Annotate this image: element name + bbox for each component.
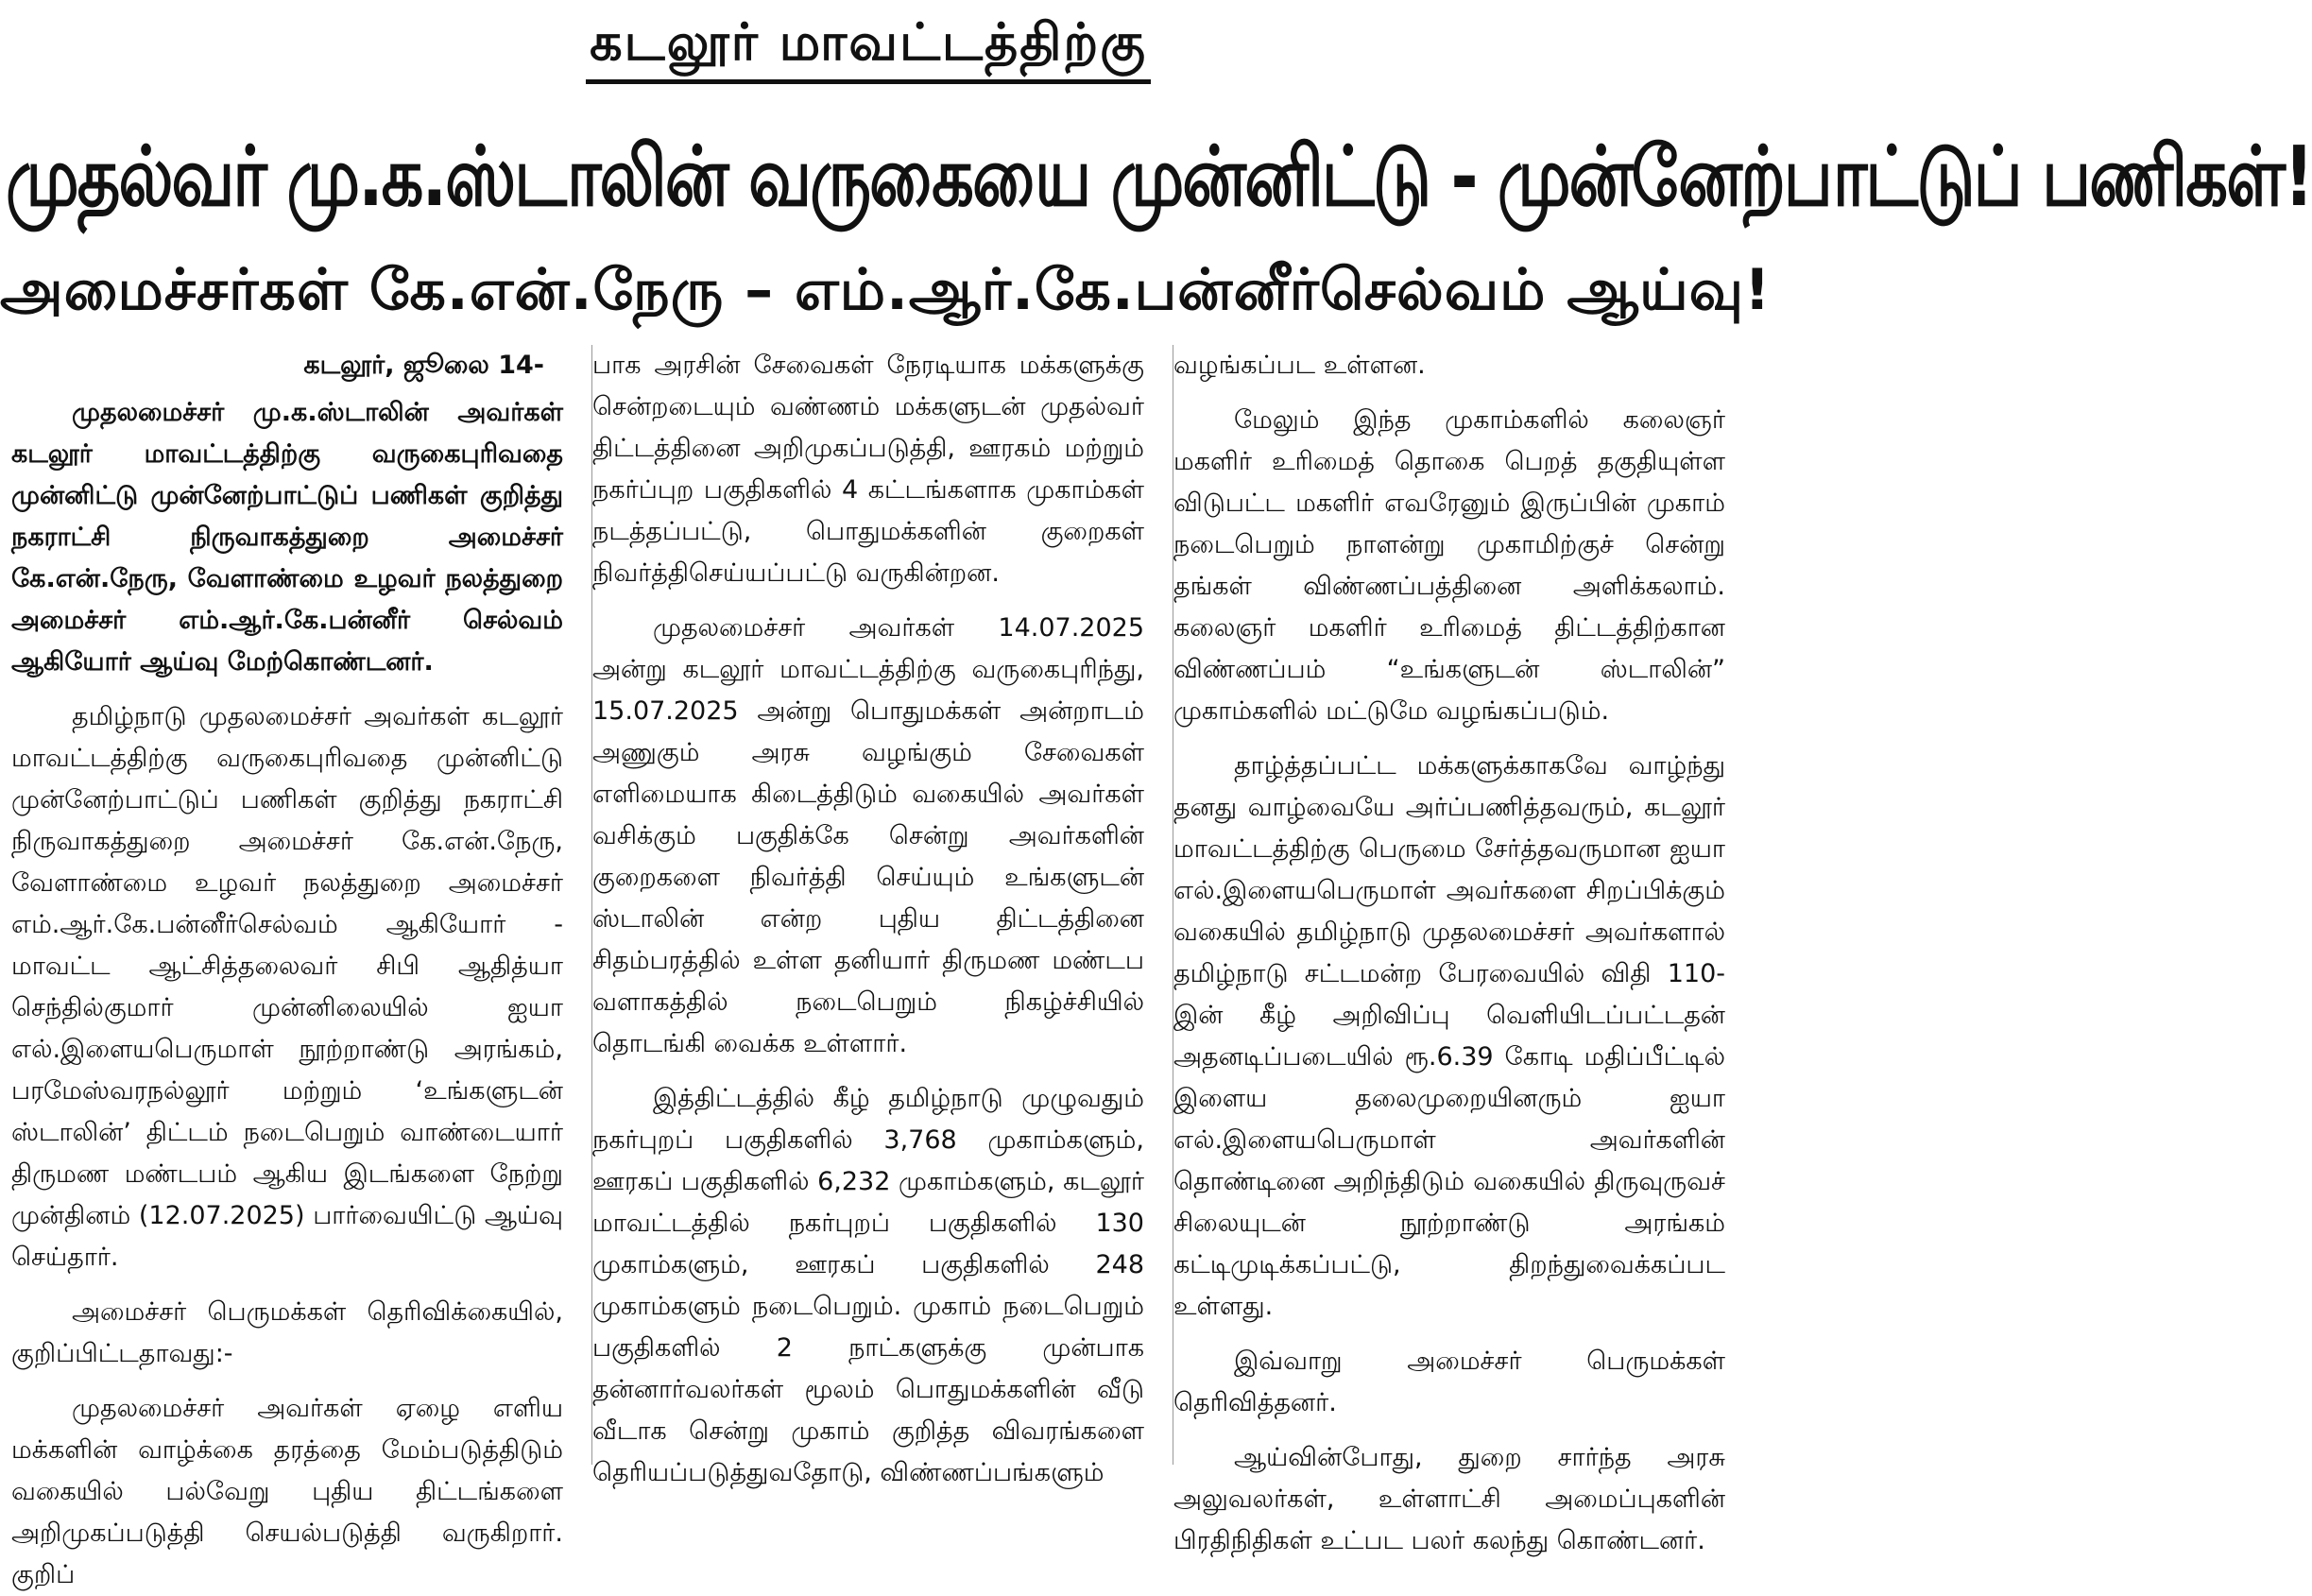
paragraph: தமிழ்நாடு முதலமைச்சர் அவர்கள் கடலூர் மாவட்டத்திற்கு வருகைபுரிவதை முன்னிட்டு முன்னேற்பாட்டுப் பணிகள் குறித்து நகராட்சி நிருவாகத்துறை அமைச்சர் கே.என்.நேரு, வேளாண்மை உழவர் நலத்துறை அமைச்சர் எம்.ஆர்.கே.பன்னீர்செல்வம் ஆகியோர் - மாவட்ட ஆட்சித்தலைவர் சிபி ஆதித்யா செந்தில்குமார் முன்னிலையில் ஐயா எல்.இளையபெருமாள் நூற்றாண்டு அரங்கம், பரமேஸ்வரநல்லூர் மற்றும் ‘உங்களுடன் ஸ்டாலின்’ திட்டம் நடைபெறும் வாண்டையார் திருமண மண்டபம் ஆகிய இடங்களை நேற்று முன்தினம் (12.07.2025) பார்வையிட்டு ஆய்வு செய்தார். xyxy=(11,702,563,1272)
subheadline: அமைச்சர்கள் கே.என்.நேரு – எம்.ஆர்.கே.பன்னீர்செல்வம் ஆய்வு! xyxy=(0,257,1772,323)
paragraph: வழங்கப்பட உள்ளன. xyxy=(1173,351,1426,380)
article-body xyxy=(11,345,1725,1589)
paragraph: இத்திட்டத்தில் கீழ் தமிழ்நாடு முழுவதும் நகர்புறப் பகுதிகளில் 3,768 முகாம்களும், ஊரகப் பகுதிகளில் 6,232 முகாம்களும், கடலூர் மாவட்டத்தில் நகர்புறப் பகுதிகளில் 130 முகாம்களும், ஊரகப் பகுதிகளில் 248 முகாம்களும் நடைபெறும். முகாம் நடைபெறும் பகுதிகளில் 2 நாட்களுக்கு முன்பாக தன்னார்வலர்கள் மூலம் பொதுமக்களின் வீடு வீடாக சென்று முகாம் குறித்த விவரங்களை தெரியப்படுத்துவதோடு, விண்ணப்பங்களும் xyxy=(592,1084,1144,1487)
paragraph: ஆய்வின்போது, துறை சார்ந்த அரசு அலுவலர்கள், உள்ளாட்சி அமைப்புகளின் பிரதிநிதிகள் உட்பட பலர் கலந்து கொண்டனர். xyxy=(1173,1443,1725,1555)
column-1 xyxy=(11,345,563,1589)
column-2 xyxy=(591,345,1144,1487)
paragraph: இவ்வாறு அமைச்சர் பெருமக்கள் தெரிவித்தனர். xyxy=(1173,1347,1725,1417)
paragraph: முதலமைச்சர் அவர்கள் ஏழை எளிய மக்களின் வாழ்க்கை தரத்தை மேம்படுத்திடும் வகையில் பல்வேறு புதிய திட்டங்களை அறிமுகப்படுத்தி செயல்படுத்தி வருகிறார். குறிப் xyxy=(11,1394,563,1589)
column-3 xyxy=(1173,345,1725,1555)
paragraph: அமைச்சர் பெருமக்கள் தெரிவிக்கையில், குறிப்பிட்டதாவது:- xyxy=(11,1297,563,1368)
paragraph: தாழ்த்தப்பட்ட மக்களுக்காகவே வாழ்ந்து தனது வாழ்வையே அர்ப்பணித்தவரும், கடலூர் மாவட்டத்திற்கு பெருமை சேர்த்தவருமான ஐயா எல்.இளையபெருமாள் அவர்களை சிறப்பிக்கும் வகையில் தமிழ்நாடு முதலமைச்சர் அவர்களால் தமிழ்நாடு சட்டமன்ற பேரவையில் விதி 110-இன் கீழ் அறிவிப்பு வெளியிடப்பட்டதன் அதனடிப்படையில் ரூ.6.39 கோடி மதிப்பீட்டில் இளைய தலைமுறையினரும் ஐயா எல்.இளையபெருமாள் அவர்களின் தொண்டினை அறிந்திடும் வகையில் திருவுருவச் சிலையுடன் நூற்றாண்டு அரங்கம் கட்டிமுடிக்கப்பட்டு, திறந்துவைக்கப்பட உள்ளது. xyxy=(1173,751,1725,1321)
lead-paragraph: முதலமைச்சர் மு.க.ஸ்டாலின் அவர்கள் கடலூர் மாவட்டத்திற்கு வருகைபுரிவதை முன்னிட்டு முன்னேற்பாட்டுப் பணிகள் குறித்து நகராட்சி நிருவாகத்துறை அமைச்சர் கே.என்.நேரு, வேளாண்மை உழவர் நலத்துறை அமைச்சர் எம்.ஆர்.கே.பன்னீர் செல்வம் ஆகியோர் ஆய்வு மேற்கொண்டனர். xyxy=(11,398,563,677)
paragraph: மேலும் இந்த முகாம்களில் கலைஞர் மகளிர் உரிமைத் தொகை பெறத் தகுதியுள்ள விடுபட்ட மகளிர் எவரேனும் இருப்பின் முகாம் நடைபெறும் நாளன்று முகாமிற்குச் சென்று தங்கள் விண்ணப்பத்தினை அளிக்கலாம். கலைஞர் மகளிர் உரிமைத் திட்டத்திற்கான விண்ணப்பம் “உங்களுடன் ஸ்டாலின்” முகாம்களில் மட்டுமே வழங்கப்படும். xyxy=(1173,405,1725,726)
paragraph: முதலமைச்சர் அவர்கள் 14.07.2025 அன்று கடலூர் மாவட்டத்திற்கு வருகைபுரிந்து, 15.07.2025 அன்று பொதுமக்கள் அன்றாடம் அணுகும் அரசு வழங்கும் சேவைகள் எளிமையாக கிடைத்திடும் வகையில் அவர்கள் வசிக்கும் பகுதிக்கே சென்று அவர்களின் குறைகளை நிவர்த்தி செய்யும் உங்களுடன் ஸ்டாலின் என்ற புதிய திட்டத்தினை சிதம்பரத்தில் உள்ள தனியார் திருமண மண்டப வளாகத்தில் நடைபெறும் நிகழ்ச்சியில் தொடங்கி வைக்க உள்ளார். xyxy=(592,613,1144,1058)
kicker-text: கடலூர் மாவட்டத்திற்கு xyxy=(586,9,1151,84)
headline: முதல்வர் மு.க.ஸ்டாலின் வருகையை முன்னிட்டு - முன்னேற்பாட்டுப் பணிகள்! xyxy=(6,128,2312,226)
paragraph: பாக அரசின் சேவைகள் நேரடியாக மக்களுக்கு சென்றடையும் வண்ணம் மக்களுடன் முதல்வர் திட்டத்தினை அறிமுகப்படுத்தி, ஊரகம் மற்றும் நகர்ப்புற பகுதிகளில் 4 கட்டங்களாக முகாம்கள் நடத்தப்பட்டு, பொதுமக்களின் குறைகள் நிவர்த்திசெய்யப்பட்டு வருகின்றன. xyxy=(592,351,1144,588)
dateline: கடலூர், ஜூலை 14- xyxy=(303,351,544,380)
kicker xyxy=(0,9,1737,84)
